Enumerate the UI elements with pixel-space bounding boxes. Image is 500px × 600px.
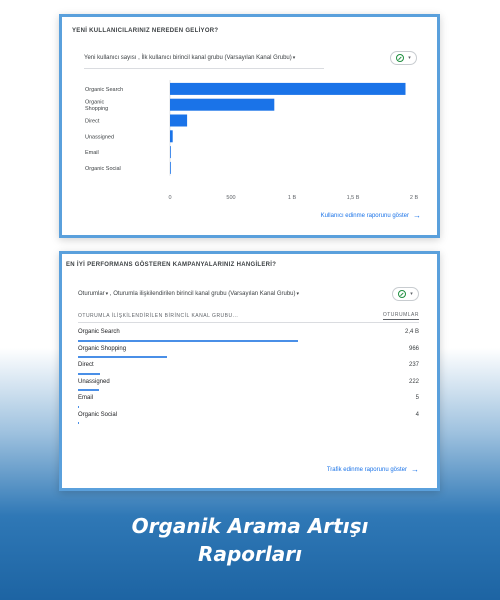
category-label: Organic Social: [85, 165, 121, 172]
row-share-bar: [78, 340, 298, 342]
x-tick-label: 500: [226, 195, 236, 201]
metric-selector-row: [78, 286, 419, 302]
bar-organic-shopping[interactable]: [170, 99, 274, 111]
row-sessions-value: 237: [408, 362, 419, 368]
comparison-pill-button[interactable]: [392, 287, 419, 301]
comparison-pill-button[interactable]: [390, 51, 417, 65]
row-channel-label: Organic Shopping: [78, 345, 127, 352]
bar-unassigned[interactable]: [170, 130, 173, 142]
bar-organic-search[interactable]: [170, 83, 406, 95]
column-header-sessions[interactable]: OTURUMLAR: [382, 312, 419, 318]
category-label: Email: [85, 150, 99, 157]
new-users-card: [59, 14, 440, 238]
dropdown-caret-icon: ▾: [292, 55, 296, 61]
row-share-track: [78, 340, 300, 342]
arrow-right-icon: →: [411, 465, 419, 474]
caption: [0, 512, 500, 568]
category-label: Organic: [85, 99, 105, 106]
channel-table-body: [78, 327, 419, 426]
dimension-selector[interactable]: [84, 55, 295, 61]
bar-organic-social[interactable]: [170, 162, 171, 174]
category-label: Organic Search: [85, 86, 124, 93]
row-share-track: [78, 422, 300, 424]
row-sessions-value: 5: [415, 395, 419, 401]
dimension-selector-label: Yeni kullanıcı sayısı , İlk kullanıcı birincil kanal grubu (Varsayılan Kanal Grubu): [84, 55, 292, 61]
x-tick-label: 0: [168, 195, 172, 201]
x-tick-label: 2 B: [409, 195, 419, 201]
table-row[interactable]: [78, 344, 419, 361]
check-circle-icon: [398, 290, 406, 298]
row-share-track: [78, 373, 300, 375]
x-tick-label: 1,5 B: [346, 195, 360, 201]
link-label: Kullanıcı edinme raporunu göster: [320, 212, 409, 219]
top-campaigns-card: [59, 251, 440, 491]
row-channel-label: Unassigned: [78, 378, 110, 385]
chevron-down-icon: ▾: [408, 55, 411, 61]
category-label: Shopping: [85, 105, 109, 112]
row-share-track: [78, 406, 300, 408]
new-users-bar-chart: [82, 79, 422, 203]
card-title: EN İYİ PERFORMANS GÖSTEREN KAMPANYALARINIZ HANGİLERİ?: [66, 262, 277, 268]
table-row[interactable]: [78, 393, 419, 410]
table-row[interactable]: [78, 360, 419, 377]
row-share-bar: [78, 373, 100, 375]
row-share-bar: [78, 356, 167, 358]
table-header-divider: [78, 322, 419, 323]
category-label: Unassigned: [85, 134, 115, 141]
column-header-channel[interactable]: OTURUMLA İLİŞKİLENDİRİLEN BİRİNCİL KANAL GRUBU...: [78, 313, 239, 319]
row-sessions-value: 2,4 B: [404, 329, 419, 335]
row-sessions-value: 222: [408, 378, 419, 385]
row-sessions-value: 4: [415, 411, 419, 418]
metric-selector-row: [84, 50, 417, 66]
row-channel-label: Direct: [78, 362, 94, 368]
table-row[interactable]: [78, 327, 419, 344]
card-title: YENİ KULLANICILARINIZ NEREDEN GELİYOR?: [72, 28, 219, 34]
row-share-bar: [78, 422, 79, 424]
traffic-acquisition-report-link[interactable]: [327, 465, 419, 474]
x-tick-label: 1 B: [287, 195, 297, 201]
dimension-selector[interactable]: [78, 291, 299, 297]
check-circle-icon: [396, 54, 404, 62]
row-share-bar: [78, 389, 99, 391]
row-channel-label: Organic Search: [78, 329, 120, 335]
link-label: Trafik edinme raporunu göster: [326, 466, 407, 473]
caption-line-2: Raporları: [198, 542, 302, 566]
row-channel-label: Organic Social: [78, 411, 118, 418]
chevron-down-icon: ▾: [410, 291, 413, 297]
row-share-track: [78, 389, 300, 391]
table-header: [78, 312, 419, 320]
arrow-right-icon: →: [413, 211, 421, 220]
bar-direct[interactable]: [170, 115, 187, 127]
metric-selector-label: Oturumlar: [78, 291, 105, 297]
row-share-bar: [78, 406, 79, 408]
dimension-selector-label: , Oturumla ilişkilendirilen birincil kanal grubu (Varsayılan Kanal Grubu): [108, 291, 296, 297]
user-acquisition-report-link[interactable]: [321, 211, 421, 220]
dropdown-caret-icon: ▾: [105, 291, 109, 297]
selector-underline: [84, 68, 324, 69]
row-share-track: [78, 356, 300, 358]
row-channel-label: Email: [78, 395, 94, 401]
bar-email[interactable]: [170, 146, 171, 158]
table-row[interactable]: [78, 410, 419, 427]
dropdown-caret-icon: ▾: [296, 291, 300, 297]
category-label: Direct: [85, 118, 100, 125]
caption-line-1: Organik Arama Artışı: [131, 514, 369, 538]
row-sessions-value: 966: [408, 345, 419, 352]
table-row[interactable]: [78, 377, 419, 394]
